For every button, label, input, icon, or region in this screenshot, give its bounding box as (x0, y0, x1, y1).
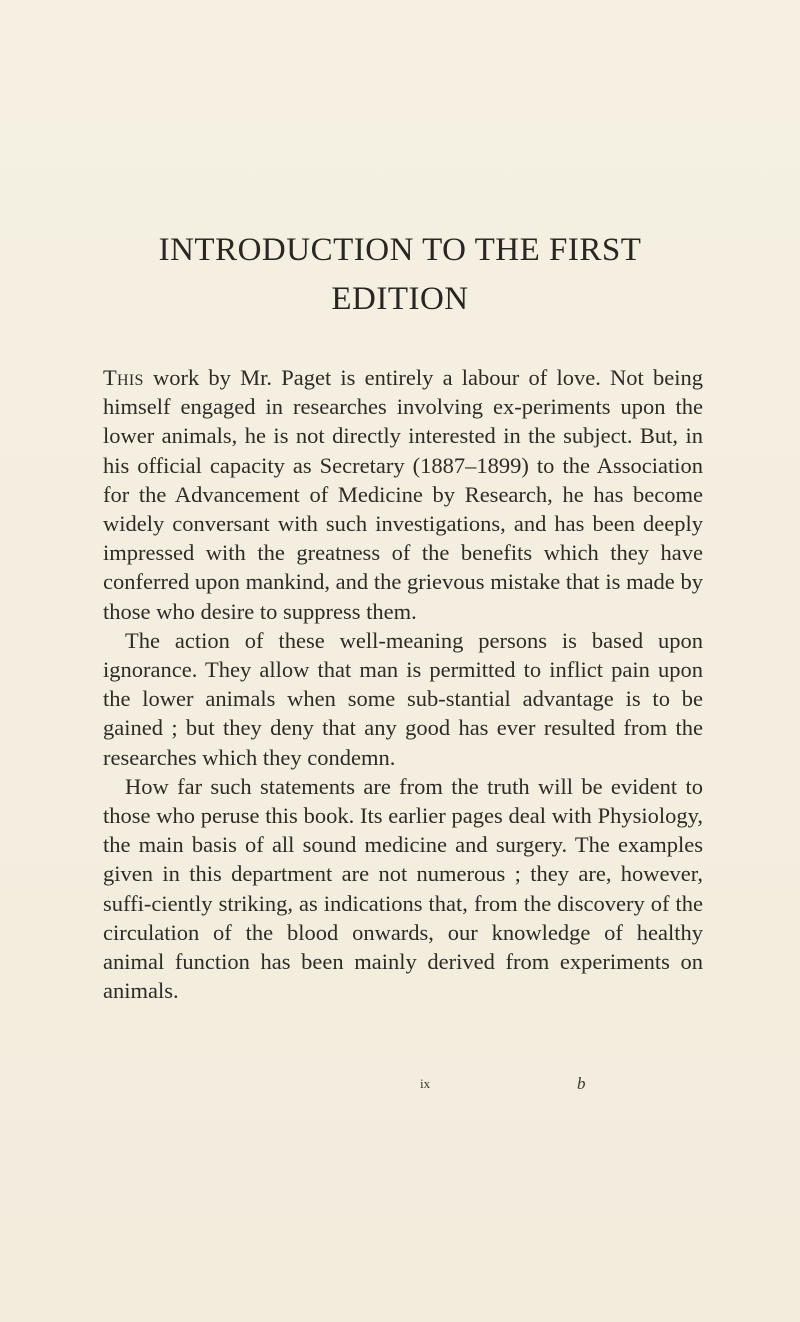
chapter-title-line-1: INTRODUCTION TO THE FIRST (158, 232, 642, 268)
paragraph-1-lead: This (103, 365, 144, 390)
paragraph-3: How far such statements are from the truth will be evident to those who peruse this book. Its earlier pages deal with Physiology, the main basis of all sound medicine and surgery. The examples given in this department are not numerous ; they are, however, suffi-ciently striking, as indications that, from the discovery of the circulation of the blood onwards, our knowledge of healthy animal function has been mainly derived from experiments on animals. (103, 773, 703, 1004)
signature-mark: b (577, 1074, 586, 1093)
paragraph-2: The action of these well-meaning persons is based upon ignorance. They allow that man is permitted to inflict pain upon the lower animals when some sub-stantial advantage is to be gained ; but they deny that any good has ever resulted from the researches which they condemn. (103, 627, 703, 770)
page-number: ix (420, 1076, 431, 1091)
body-text (103, 363, 703, 1005)
paragraph-1 (103, 363, 703, 626)
chapter-title-line-2: EDITION (331, 281, 469, 317)
paragraph-1-text: work by Mr. Paget is entirely a labour of love. Not being himself engaged in researches involving ex-periments upon the lower animals, he is not directly interested in the subject. But, in his official capacity as Secretary (1887–1899) to the Association for the Advancement of Medicine by Research, he has become widely conversant with such investigations, and has been deeply impressed with the greatness of the benefits which they have conferred upon mankind, and the grievous mistake that is made by those who desire to suppress them. (103, 365, 703, 624)
